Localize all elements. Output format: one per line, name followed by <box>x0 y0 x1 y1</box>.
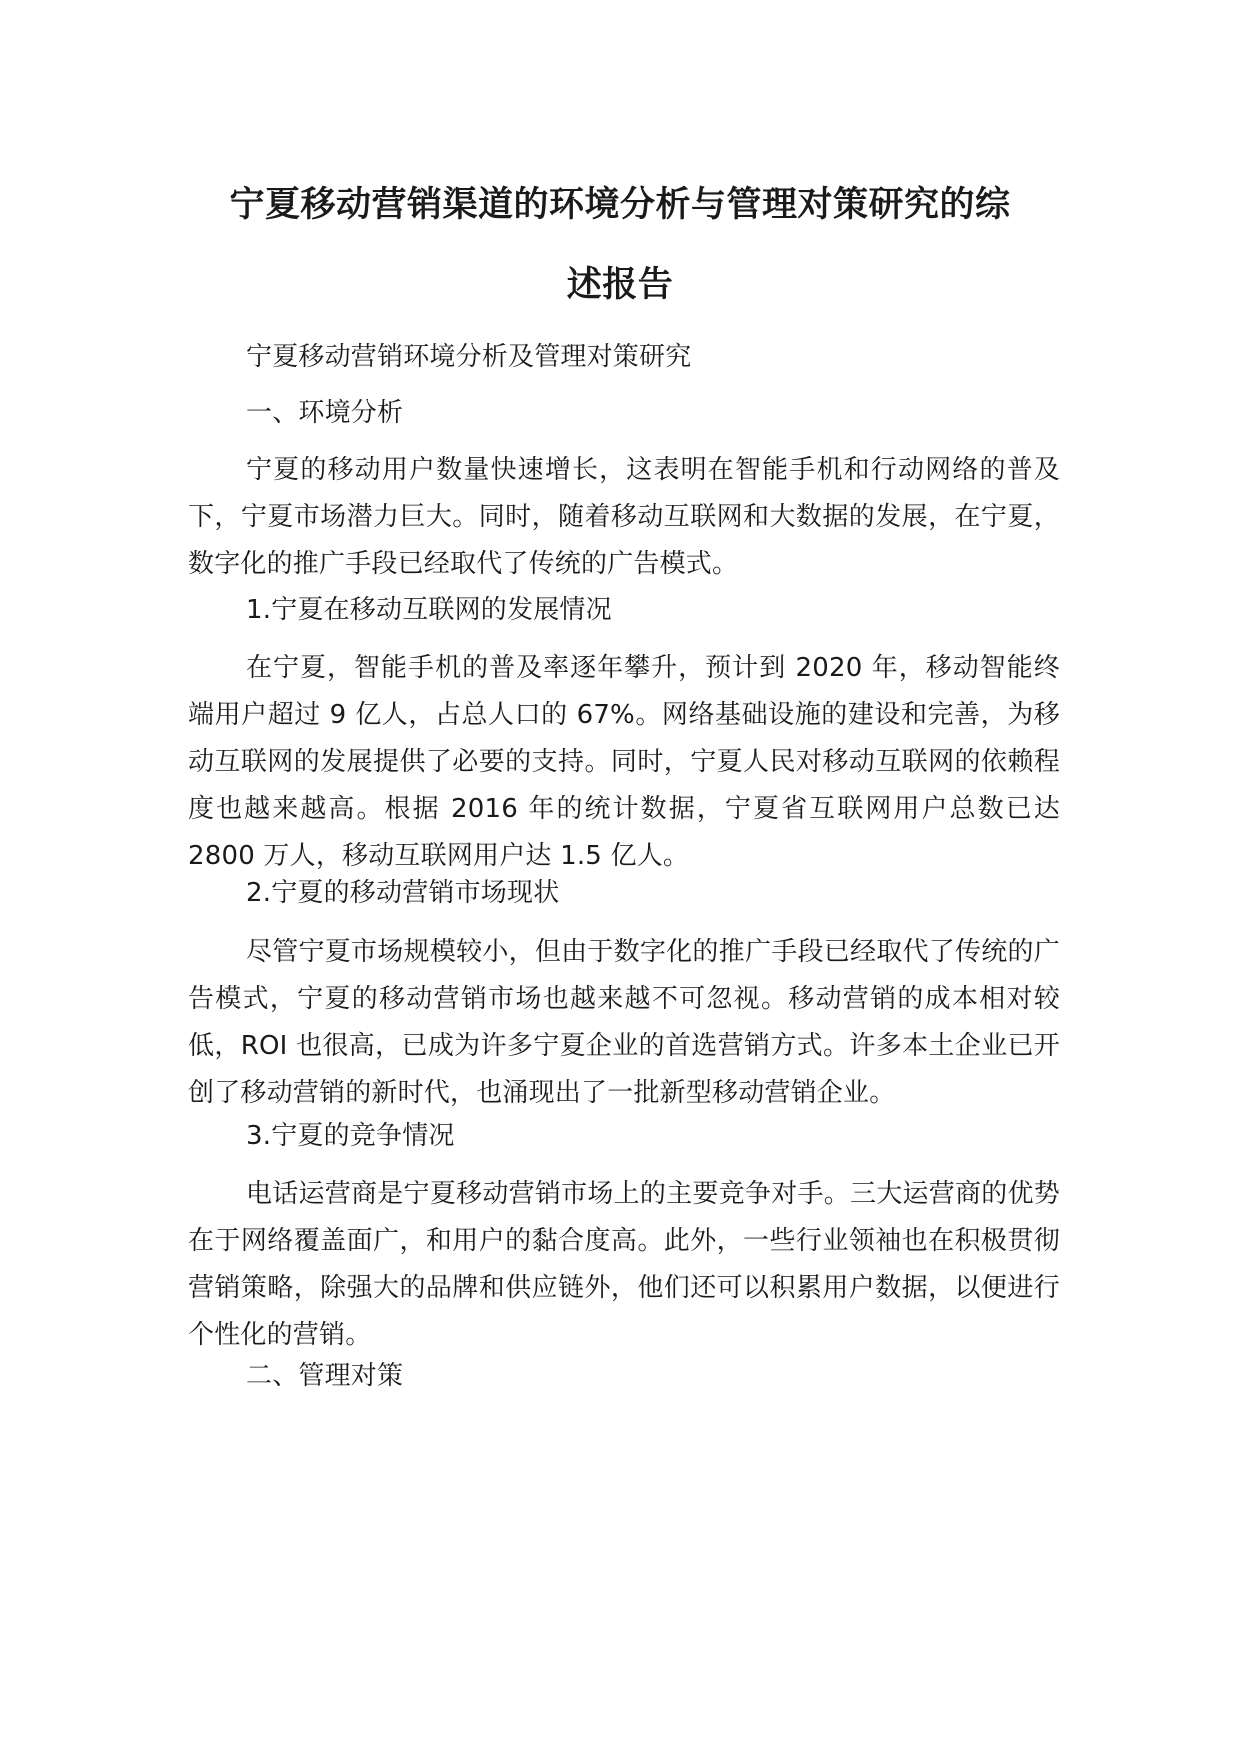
section-heading-management: 二、管理对策 <box>246 1361 404 1391</box>
subheading-marketing-market: 2.宁夏的移动营销市场现状 <box>246 878 560 908</box>
section-heading-environment: 一、环境分析 <box>246 398 404 428</box>
subtitle-paragraph: 宁夏移动营销环境分析及管理对策研究 <box>246 342 692 372</box>
document-title-line-1: 宁夏移动营销渠道的环境分析与管理对策研究的综 <box>229 185 1011 225</box>
subheading-competition: 3.宁夏的竞争情况 <box>246 1121 455 1151</box>
paragraph-mobile-internet: 在宁夏，智能手机的普及率逐年攀升，预计到 2020 年，移动智能终端用户超过 9 亿人，占总人口的 67%。网络基础设施的建设和完善，为移动互联网的发展提供了必要的支持。同时，宁夏人民对移动互联网的依赖程度也越来越高。根据 2016 年的统计数据，宁夏省互联网用户总数已达 2800 万人，移动互联网用户达 1.5 亿人。 <box>188 653 1060 871</box>
paragraph-environment-intro: 宁夏的移动用户数量快速增长，这表明在智能手机和行动网络的普及下，宁夏市场潜力巨大。同时，随着移动互联网和大数据的发展，在宁夏，数字化的推广手段已经取代了传统的广告模式。 <box>188 455 1060 579</box>
document-title-line-2: 述报告 <box>566 265 674 305</box>
subheading-mobile-internet: 1.宁夏在移动互联网的发展情况 <box>246 595 612 625</box>
paragraph-marketing-market: 尽管宁夏市场规模较小，但由于数字化的推广手段已经取代了传统的广告模式，宁夏的移动营销市场也越来越不可忽视。移动营销的成本相对较低，ROI 也很高，已成为许多宁夏企业的首选营销方式。许多本土企业已开创了移动营销的新时代，也涌现出了一批新型移动营销企业。 <box>188 937 1060 1108</box>
paragraph-competition: 电话运营商是宁夏移动营销市场上的主要竞争对手。三大运营商的优势在于网络覆盖面广，和用户的黏合度高。此外，一些行业领袖也在积极贯彻营销策略，除强大的品牌和供应链外，他们还可以积累用户数据，以便进行个性化的营销。 <box>188 1179 1060 1350</box>
